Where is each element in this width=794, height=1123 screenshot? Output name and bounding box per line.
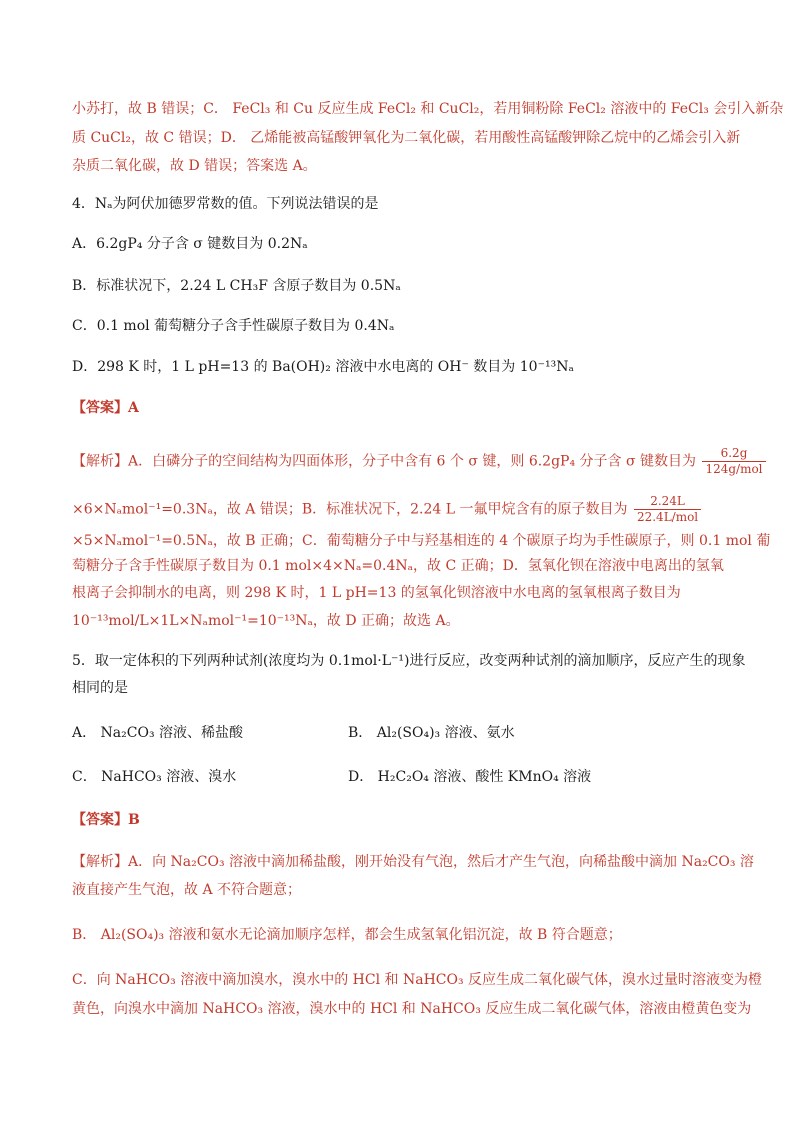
- q5-stem-line-2: 相同的是: [72, 680, 128, 696]
- q5-analysis-a-line-2: 液直接产生气泡，故 A 不符合题意；: [72, 882, 302, 898]
- q4-analysis-line-1: [72, 446, 768, 477]
- q4-option-d: D．298 K 时，1 L pH=13 的 Ba(OH)₂ 溶液中水电离的 OH⁻ 数目为 10⁻¹³Nₐ: [72, 359, 574, 375]
- prev-analysis-line-2: 质 CuCl₂，故 C 错误；D． 乙烯能被高锰酸钾氧化为二氧化碳，若用酸性高锰酸钾除乙烷中的乙烯会引入新: [72, 130, 741, 146]
- q5-answer: 【答案】B: [72, 812, 140, 828]
- q5-analysis-c-line-2: 黄色，向溴水中滴加 NaHCO₃ 溶液，溴水中的 HCl 和 NaHCO₃ 反应生成二氧化碳气体，溶液由橙黄色变为: [72, 1001, 752, 1017]
- q4-option-b: B．标准状况下，2.24 L CH₃F 含原子数目为 0.5Nₐ: [72, 278, 401, 294]
- q5-option-b: B． Al₂(SO₄)₃ 溶液、氨水: [348, 725, 515, 741]
- q5-option-a: A． Na₂CO₃ 溶液、稀盐酸: [72, 725, 244, 741]
- q4-stem: 4．Nₐ为阿伏加德罗常数的值。下列说法错误的是: [72, 196, 379, 212]
- q5-analysis-a-line-1: 【解析】A．向 Na₂CO₃ 溶液中滴加稀盐酸，刚开始没有气泡，然后才产生气泡，向稀盐酸中滴加 Na₂CO₃ 溶: [72, 854, 754, 870]
- fraction-denominator: 22.4L/mol: [634, 509, 701, 525]
- q5-analysis-c-line-1: C．向 NaHCO₃ 溶液中滴加溴水，溴水中的 HCl 和 NaHCO₃ 反应生成二氧化碳气体，溴水过量时溶液变为橙: [72, 972, 763, 988]
- q4-analysis-line-6: 10⁻¹³mol/L×1L×Nₐmol⁻¹=10⁻¹³Nₐ，故 D 正确；故选 A。: [72, 613, 460, 629]
- prev-analysis-line-3: 杂质二氧化碳，故 D 错误；答案选 A。: [72, 158, 317, 174]
- q5-option-d: D． H₂C₂O₄ 溶液、酸性 KMnO₄ 溶液: [348, 769, 592, 785]
- q4-analysis-line-3: ×5×Nₐmol⁻¹=0.5Nₐ，故 B 正确；C．葡萄糖分子中与羟基相连的 4 个碳原子均为手性碳原子，则 0.1 mol 葡: [72, 533, 771, 549]
- q4-fraction-2: [634, 494, 701, 525]
- q4-analysis-line-5: 根离子会抑制水的电离，则 298 K 时，1 L pH=13 的氢氧化钡溶液中水电离的氢氧根离子数目为: [72, 585, 681, 601]
- fraction-numerator: 6.2g: [720, 446, 748, 460]
- q5-analysis-b-line-1: B． Al₂(SO₄)₃ 溶液和氨水无论滴加顺序怎样，都会生成氢氧化铝沉淀，故 B 符合题意；: [72, 927, 622, 943]
- prev-analysis-line-1: 小苏打，故 B 错误；C． FeCl₃ 和 Cu 反应生成 FeCl₂ 和 CuCl₂，若用铜粉除 FeCl₂ 溶液中的 FeCl₃ 会引入新杂: [72, 101, 784, 117]
- q4-fraction-1: [702, 446, 765, 477]
- fraction-numerator: 2.24L: [650, 494, 685, 508]
- q4-analysis-text-2: ×6×Nₐmol⁻¹=0.3Nₐ，故 A 错误；B．标准状况下，2.24 L 一氟甲烷含有的原子数目为: [72, 501, 628, 518]
- q4-analysis-text-1: 【解析】A．白磷分子的空间结构为四面体形，分子中含有 6 个 σ 键，则 6.2gP₄ 分子含 σ 键数目为: [72, 453, 696, 470]
- q4-analysis-line-4: 萄糖分子含手性碳原子数目为 0.1 mol×4×Nₐ=0.4Nₐ，故 C 正确；D．氢氧化钡在溶液中电离出的氢氧: [72, 558, 724, 574]
- q4-option-c: C．0.1 mol 葡萄糖分子含手性碳原子数目为 0.4Nₐ: [72, 318, 395, 334]
- fraction-denominator: 124g/mol: [702, 461, 765, 477]
- q5-option-c: C． NaHCO₃ 溶液、溴水: [72, 769, 237, 785]
- q4-option-a: A．6.2gP₄ 分子含 σ 键数目为 0.2Nₐ: [72, 236, 308, 252]
- q4-analysis-line-2: [72, 494, 703, 525]
- q4-answer: 【答案】A: [72, 400, 139, 416]
- q5-stem-line-1: 5．取一定体积的下列两种试剂(浓度均为 0.1mol·L⁻¹)进行反应，改变两种试剂的滴加顺序，反应产生的现象: [72, 653, 746, 669]
